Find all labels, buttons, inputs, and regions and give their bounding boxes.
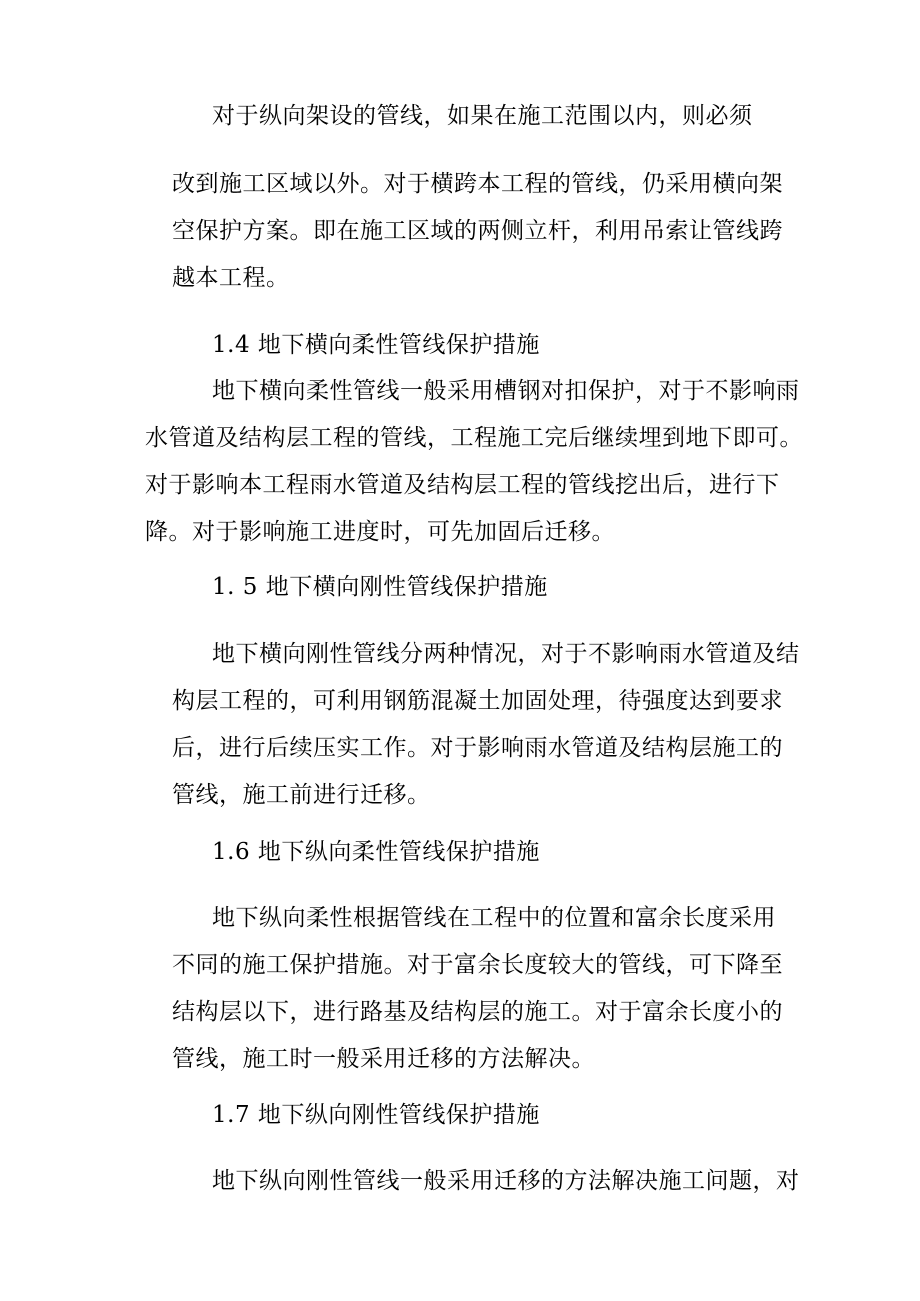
section-heading-1-5: 1. 5 地下横向刚性管线保护措施	[212, 574, 548, 600]
paragraph-line: 地下横向刚性管线分两种情况，对于不影响雨水管道及结	[212, 641, 800, 667]
paragraph-line: 管线，施工时一般采用迁移的方法解决。	[172, 1046, 595, 1072]
paragraph-line: 地下纵向刚性管线一般采用迁移的方法解决施工问题，对	[212, 1168, 800, 1194]
paragraph-line: 结构层以下，进行路基及结构层的施工。对于富余长度小的	[172, 999, 783, 1025]
paragraph-line: 后，进行后续压实工作。对于影响雨水管道及结构层施工的	[172, 735, 783, 761]
paragraph-line: 对于纵向架设的管线，如果在施工范围以内，则必须	[212, 103, 753, 129]
paragraph-line: 空保护方案。即在施工区域的两侧立杆，利用吊索让管线跨	[172, 218, 783, 244]
paragraph-line: 越本工程。	[172, 265, 290, 291]
paragraph-line: 水管道及结构层工程的管线，工程施工完后继续埋到地下即可。	[145, 425, 803, 451]
section-heading-1-4: 1.4 地下横向柔性管线保护措施	[212, 332, 540, 358]
paragraph-line: 改到施工区域以外。对于横跨本工程的管线，仍采用横向架	[172, 171, 783, 197]
paragraph-line: 对于影响本工程雨水管道及结构层工程的管线挖出后，进行下	[145, 472, 780, 498]
paragraph-line: 不同的施工保护措施。对于富余长度较大的管线，可下降至	[172, 952, 783, 978]
paragraph-line: 降。对于影响施工进度时，可先加固后迁移。	[145, 519, 615, 545]
paragraph-line: 构层工程的，可利用钢筋混凝土加固处理，待强度达到要求	[172, 688, 783, 714]
paragraph-line: 地下横向柔性管线一般采用槽钢对扣保护，对于不影响雨	[212, 378, 800, 404]
paragraph-line: 管线，施工前进行迁移。	[172, 782, 431, 808]
section-heading-1-6: 1.6 地下纵向柔性管线保护措施	[212, 839, 540, 865]
paragraph-line: 地下纵向柔性根据管线在工程中的位置和富余长度采用	[212, 905, 776, 931]
section-heading-1-7: 1.7 地下纵向刚性管线保护措施	[212, 1102, 540, 1128]
